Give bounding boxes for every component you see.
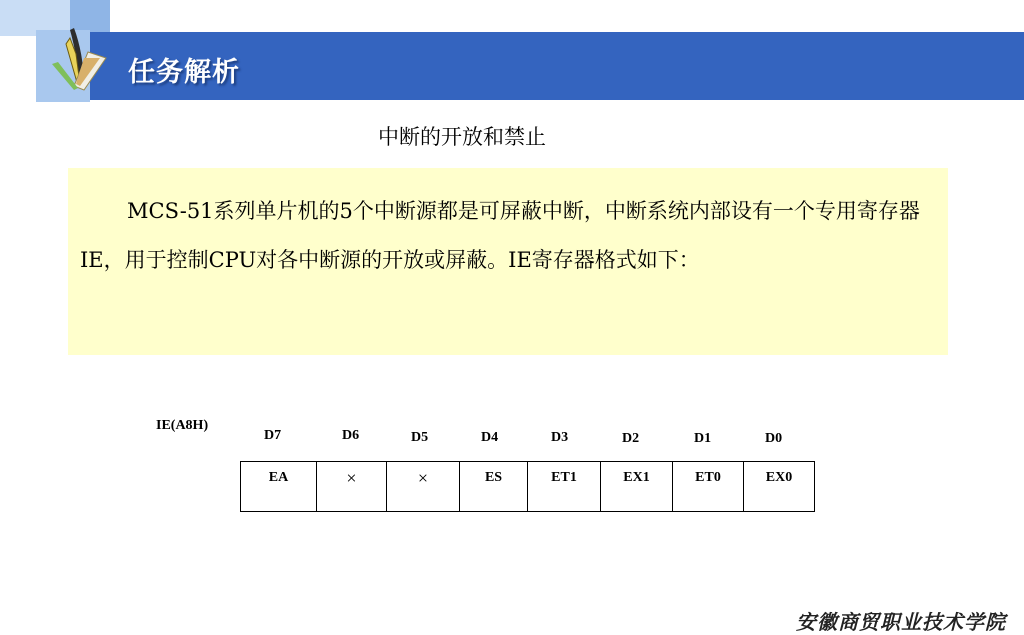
description-box [68,168,948,355]
bit-label-d4: D4 [481,430,499,445]
bit-label-d7: D7 [264,428,282,443]
pen-brush-logo-icon [44,24,110,94]
table-row [241,462,815,512]
page-title: 任务解析 [128,57,240,88]
section-subtitle: 中断的开放和禁止 [378,125,546,149]
institution-logo: 安徽商贸职业技术学院 [796,610,1006,634]
ie-register-table [240,461,815,512]
bit-label-d2: D2 [622,431,640,446]
register-label: IE(A8H) [156,418,209,433]
bit-label-d0: D0 [765,431,783,446]
register-field-et1: ET1 [528,462,601,512]
description-text: MCS-51系列单片机的5个中断源都是可屏蔽中断，中断系统内部设有一个专用寄存器IE，用于控制CPU对各中断源的开放或屏蔽。IE寄存器格式如下： [80,199,920,272]
register-field-es: ES [460,462,528,512]
register-field-ex1: EX1 [601,462,673,512]
bit-label-d5: D5 [411,430,429,445]
register-field-ex0: EX0 [744,462,815,512]
bit-label-d3: D3 [551,430,569,445]
register-field-unused: × [317,462,387,512]
register-field-ea: EA [241,462,317,512]
register-field-unused: × [387,462,460,512]
bit-label-d1: D1 [694,431,712,446]
register-field-et0: ET0 [673,462,744,512]
bit-label-d6: D6 [342,428,360,443]
